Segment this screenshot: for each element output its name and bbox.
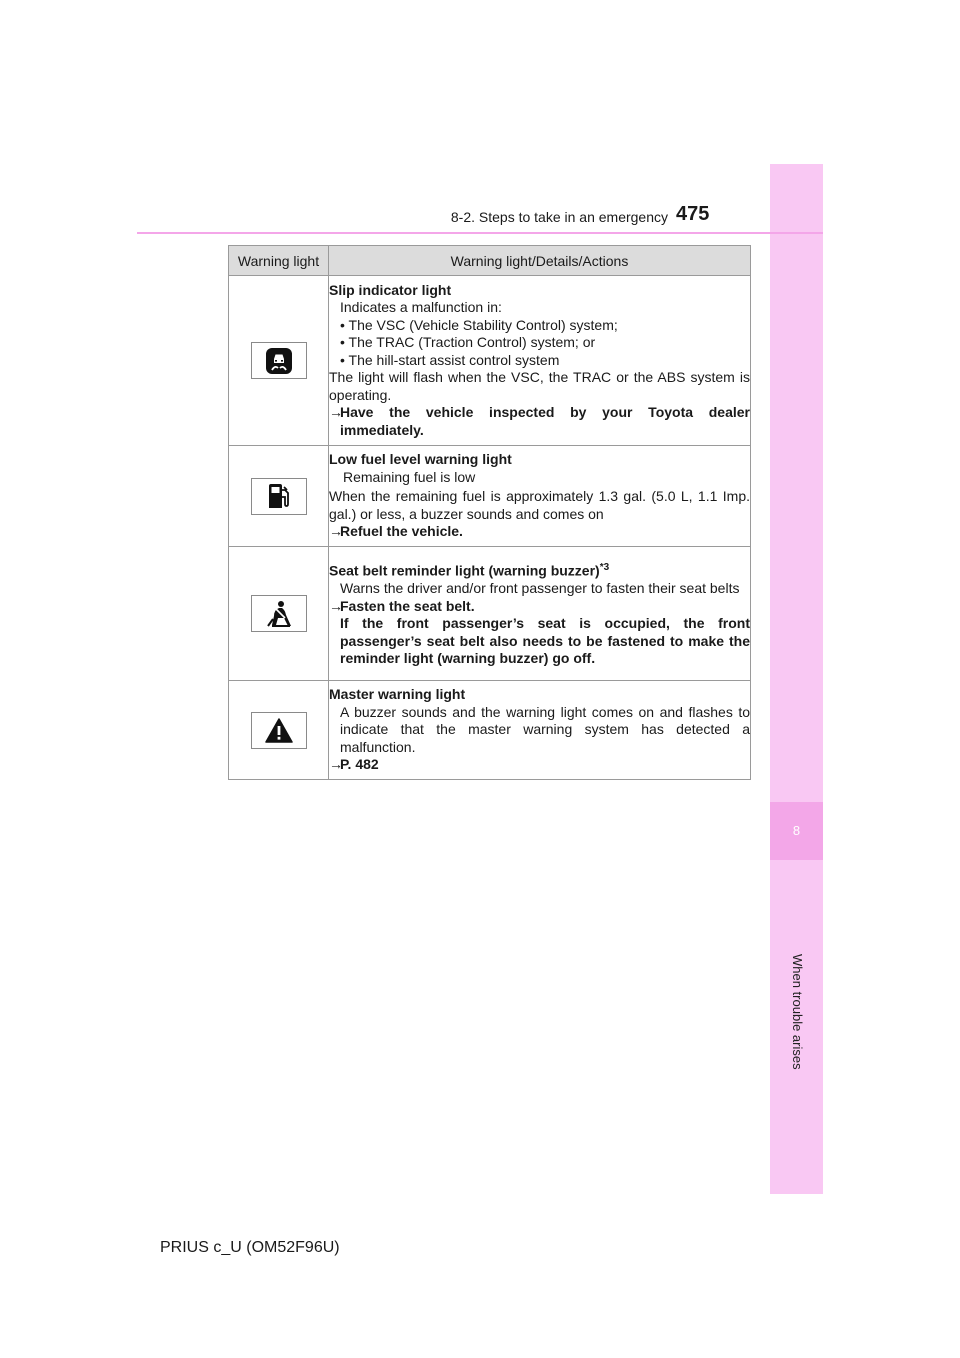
arrow-icon: → [329, 597, 343, 614]
light-title: Low fuel level warning light [329, 451, 512, 468]
description-cell [329, 446, 751, 547]
warning-triangle-icon [265, 718, 293, 743]
action-text: P. 482 [340, 756, 379, 773]
table-row [229, 681, 751, 780]
description-cell [329, 276, 751, 446]
detail-line: A buzzer sounds and the warning light comes on and flashes to indicate that the master warning system has detected a malfunction. [340, 703, 750, 755]
chapter-number-tab: 8 [770, 802, 823, 860]
footnote-ref: *3 [599, 562, 610, 574]
arrow-icon: → [329, 523, 343, 540]
header-rule [137, 232, 823, 234]
action-line [329, 523, 750, 541]
action-text: Fasten the seat belt. [340, 597, 475, 614]
light-title-text: Seat belt reminder light (warning buzzer) [329, 562, 600, 579]
table-row [229, 276, 751, 446]
detail-line: • The TRAC (Traction Control) system; or [340, 334, 596, 351]
table-row [229, 547, 751, 681]
icon-cell [229, 276, 329, 446]
page-number: 475 [676, 203, 710, 225]
icon-frame [251, 712, 307, 749]
action-text: Have the vehicle inspected by your Toyota dealer immediately. [340, 404, 750, 438]
icon-frame [251, 478, 307, 515]
action-text: Refuel the vehicle. [340, 523, 463, 540]
light-title: Slip indicator light [329, 281, 452, 298]
detail-line: Remaining fuel is low [343, 468, 476, 485]
detail-note: The light will flash when the VSC, the TRAC or the ABS system is operating. [329, 369, 750, 403]
icon-cell [229, 681, 329, 780]
detail-line: Indicates a malfunction in: [340, 299, 502, 316]
description-cell [329, 681, 751, 780]
detail-line: • The hill-start assist control system [340, 351, 560, 368]
action-line [329, 598, 750, 616]
fuel-pump-icon [267, 482, 291, 510]
icon-cell [229, 446, 329, 547]
arrow-icon: → [329, 756, 343, 773]
chapter-label [777, 954, 817, 1006]
action-detail: If the front passenger’s seat is occupied, the front passenger’s seat belt also needs to be fastened to make the reminder light (warning buzzer) go off. [340, 615, 750, 667]
action-line [329, 404, 750, 439]
table-row [229, 446, 751, 547]
action-line [329, 756, 750, 774]
icon-frame [251, 342, 307, 379]
model-footer: PRIUS c_U (OM52F96U) [160, 1239, 340, 1256]
description-cell [329, 547, 751, 681]
detail-note: When the remaining fuel is approximately 1.3 gal. (5.0 L, 1.1 Imp. gal.) or less, a buzzer sounds and comes on [329, 488, 750, 522]
column-header: Warning light [229, 246, 329, 276]
warning-light-table [228, 245, 751, 780]
table-header-row [229, 246, 751, 276]
seat-belt-icon [266, 600, 292, 628]
detail-line: • The VSC (Vehicle Stability Control) system; [340, 316, 618, 333]
detail-line: Warns the driver and/or front passenger to fasten their seat belts [340, 580, 740, 597]
icon-cell [229, 547, 329, 681]
section-title: 8-2. Steps to take in an emergency [450, 209, 668, 225]
arrow-icon: → [329, 404, 343, 421]
slip-indicator-icon [266, 348, 292, 374]
light-title [329, 559, 750, 580]
icon-frame [251, 595, 307, 632]
column-header: Warning light/Details/Actions [329, 246, 751, 276]
light-title: Master warning light [329, 686, 466, 703]
